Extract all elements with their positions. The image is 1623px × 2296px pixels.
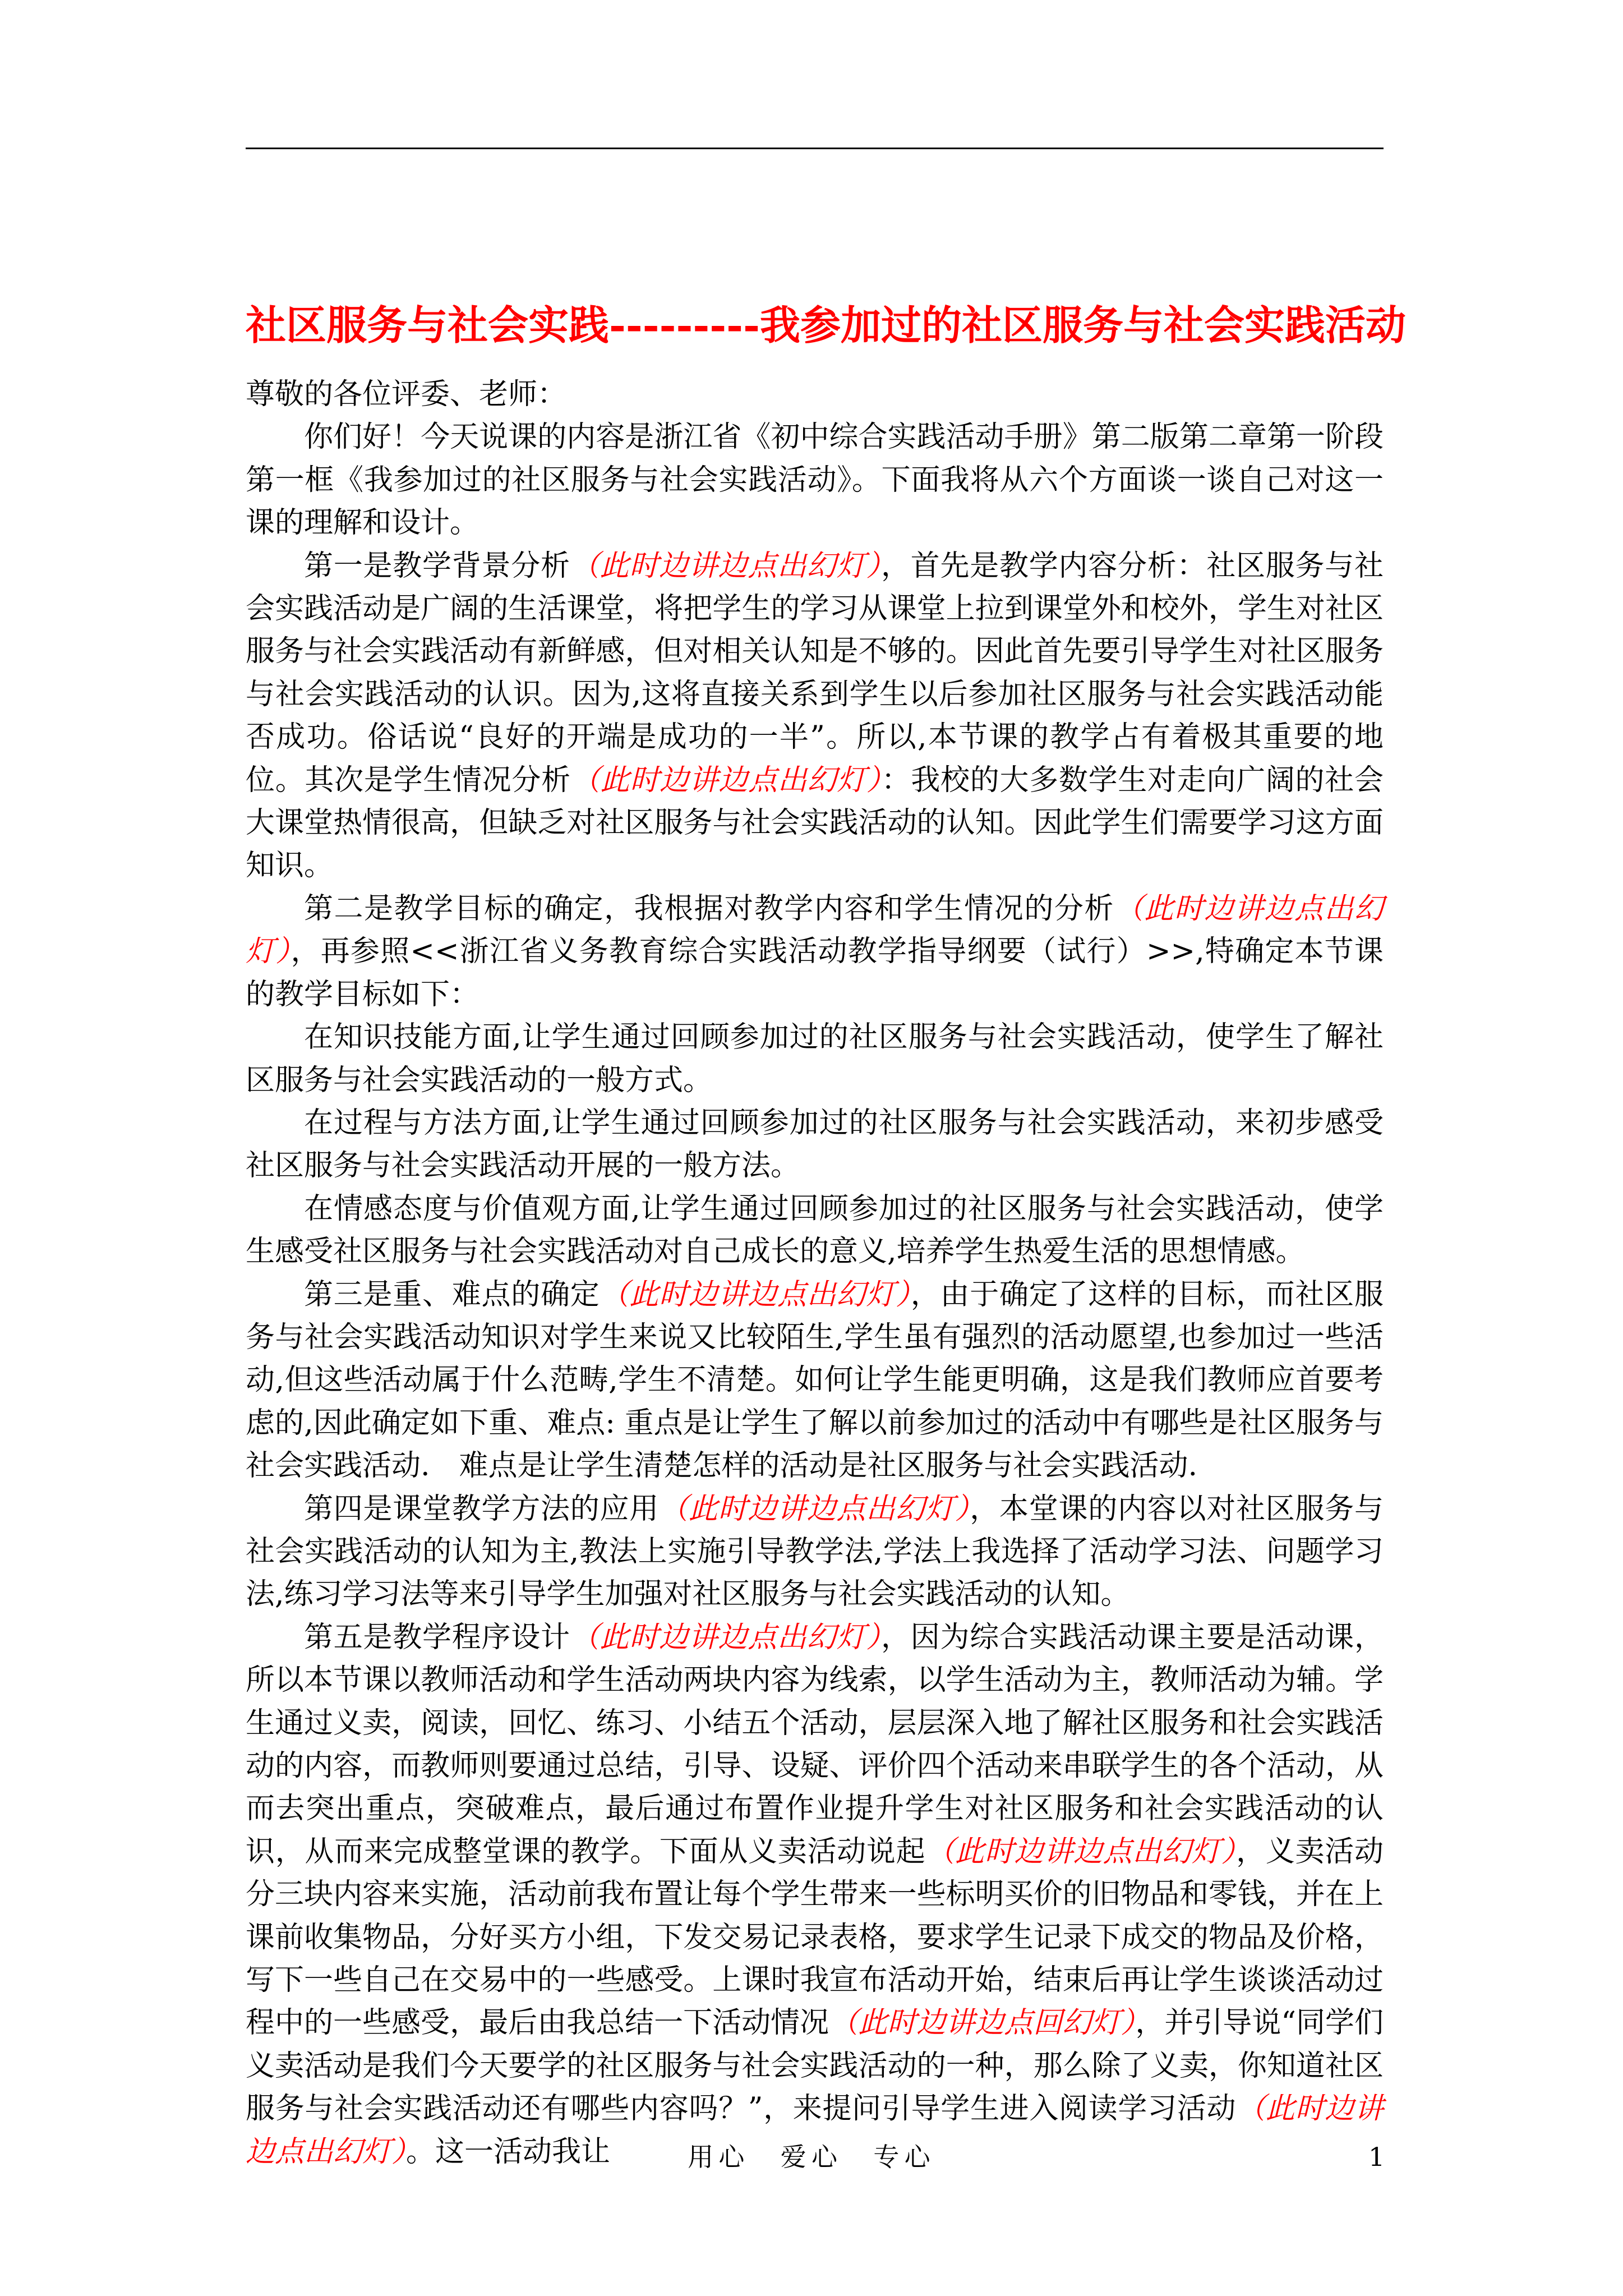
text-segment: ，并引导说“同学们义卖活动是我们今天要学的社区服务与社会实践活动的一种，那么除了义卖，你知道社区服务与社会实践活动还有哪些内容吗？”，来提问引导学生进入阅读学习活动 bbox=[246, 2006, 1384, 2126]
text-segment: ，再参照<<浙江省义务教育综合实践活动教学指导纲要（试行）>>,特确定本节课的教学目标如下： bbox=[246, 935, 1384, 1011]
slide-cue: （此时边讲边点出幻灯） bbox=[246, 891, 1384, 969]
paragraph-objectives bbox=[246, 887, 1384, 1016]
text-segment: ，首先是教学内容分析：社区服务与社会实践活动是广阔的生活课堂，将把学生的学习从课堂上拉到课堂外和校外，学生对社区服务与社会实践活动有新鲜感，但对相关认知是不够的。因此首先要引导学生对社区服务与社会实践活动的认识。因为,这将直接关系到学生以后参加社区服务与社会实践活动能否成功。俗话说“良好的开端是成功的一半”。所以,本节课的教学占有着极其重要的地位。其次是学生情况分析 bbox=[246, 549, 1384, 797]
paragraph-methods bbox=[246, 1488, 1384, 1616]
footer-motto: 用心 爱心 专心 bbox=[688, 2142, 935, 2172]
text-segment: ，义卖活动分三块内容来实施，活动前我布置让每个学生带来一些标明买价的旧物品和零钱，并在上课前收集物品，分好买方小组，下发交易记录表格，要求学生记录下成交的物品及价格，写下一些自己在交易中的一些感受。上课时我宣布活动开始，结束后再让学生谈谈活动过程中的一些感受，最后由我总结一下活动情况 bbox=[246, 1834, 1384, 2040]
slide-cue: （此时边讲边点回幻灯） bbox=[829, 2006, 1136, 2040]
slide-cue: （此时边讲边点出幻灯） bbox=[570, 549, 881, 583]
slide-cue: （此时边讲边点出幻灯） bbox=[246, 2092, 1384, 2169]
text-segment: 第四是课堂教学方法的应用 bbox=[304, 1492, 659, 1526]
page-number: 1 bbox=[1368, 2142, 1385, 2172]
text-segment: 第一是教学背景分析 bbox=[304, 549, 570, 583]
paragraph-process-goal: 在过程与方法方面,让学生通过回顾参加过的社区服务与社会实践活动，来初步感受社区服务与社会实践活动开展的一般方法。 bbox=[246, 1106, 1384, 1183]
slide-cue: （此时边讲边点出幻灯） bbox=[600, 1277, 911, 1312]
document-body bbox=[246, 373, 1384, 2173]
paragraph-key-points bbox=[246, 1273, 1384, 1488]
text-segment: ，因为综合实践活动课主要是活动课，所以本节课以教师活动和学生活动两块内容为线索，以学生活动为主，教师活动为辅。学生通过义卖，阅读，回忆、练习、小结五个活动，层层深入地了解社区服务和社会实践活动的内容，而教师则要通过总结，引导、设疑、评价四个活动来串联学生的各个活动，从而去突出重点，突破难点，最后通过布置作业提升学生对社区服务和社会实践活动的认识，从而来完成整堂课的教学。下面从义卖活动说起 bbox=[246, 1620, 1384, 1869]
document-title: 社区服务与社会实践---------我参加过的社区服务与社会实践活动 bbox=[246, 301, 1406, 349]
text-segment: 第三是重、难点的确定 bbox=[304, 1277, 600, 1312]
slide-cue: （此时边讲边点出幻灯） bbox=[570, 1620, 881, 1654]
text-segment: 第五是教学程序设计 bbox=[304, 1620, 570, 1654]
salutation: 尊敬的各位评委、老师： bbox=[246, 378, 567, 411]
header-rule bbox=[246, 148, 1384, 149]
slide-cue: （此时边讲边点出幻灯） bbox=[570, 763, 882, 797]
paragraph-attitude-goal: 在情感态度与价值观方面,让学生通过回顾参加过的社区服务与社会实践活动，使学生感受社区服务与社会实践活动对自己成长的意义,培养学生热爱生活的思想情感。 bbox=[246, 1191, 1384, 1269]
text-segment: 第二是教学目标的确定，我根据对教学内容和学生情况的分析 bbox=[304, 891, 1114, 926]
slide-cue: （此时边讲边点出幻灯） bbox=[659, 1492, 970, 1526]
slide-cue: （此时边讲边点出幻灯） bbox=[925, 1834, 1237, 1869]
text-segment: ：我校的大多数学生对走向广阔的社会大课堂热情很高，但缺乏对社区服务与社会实践活动的认知。因此学生们需要学习这方面知识。 bbox=[246, 763, 1384, 883]
paragraph-knowledge-goal: 在知识技能方面,让学生通过回顾参加过的社区服务与社会实践活动，使学生了解社区服务与社会实践活动的一般方式。 bbox=[246, 1020, 1384, 1097]
paragraph-intro: 你们好！今天说课的内容是浙江省《初中综合实践活动手册》第二版第二章第一阶段第一框《我参加过的社区服务与社会实践活动》。下面我将从六个方面谈一谈自己对这一课的理解和设计。 bbox=[246, 420, 1384, 540]
text-segment: 。这一活动我让 bbox=[406, 2134, 611, 2169]
text-segment: ，由于确定了这样的目标，而社区服务与社会实践活动知识对学生来说又比较陌生,学生虽有强烈的活动愿望,也参加过一些活动,但这些活动属于什么范畴,学生不清楚。如何让学生能更明确，这是我们教师应首要考虑的,因此确定如下重、难点: 重点是让学生了解以前参加过的活动中有哪些是社区服务与社会实践活动. 难点是让学生清楚怎样的活动是社区服务与社会实践活动. bbox=[246, 1277, 1384, 1483]
text-segment: ，本堂课的内容以对社区服务与社会实践活动的认知为主,教法上实施引导教学法,学法上我选择了活动学习法、问题学习法,练习学习法等来引导学生加强对社区服务与社会实践活动的认知。 bbox=[246, 1492, 1384, 1612]
paragraph-procedure bbox=[246, 1616, 1384, 2173]
paragraph-background bbox=[246, 545, 1384, 887]
